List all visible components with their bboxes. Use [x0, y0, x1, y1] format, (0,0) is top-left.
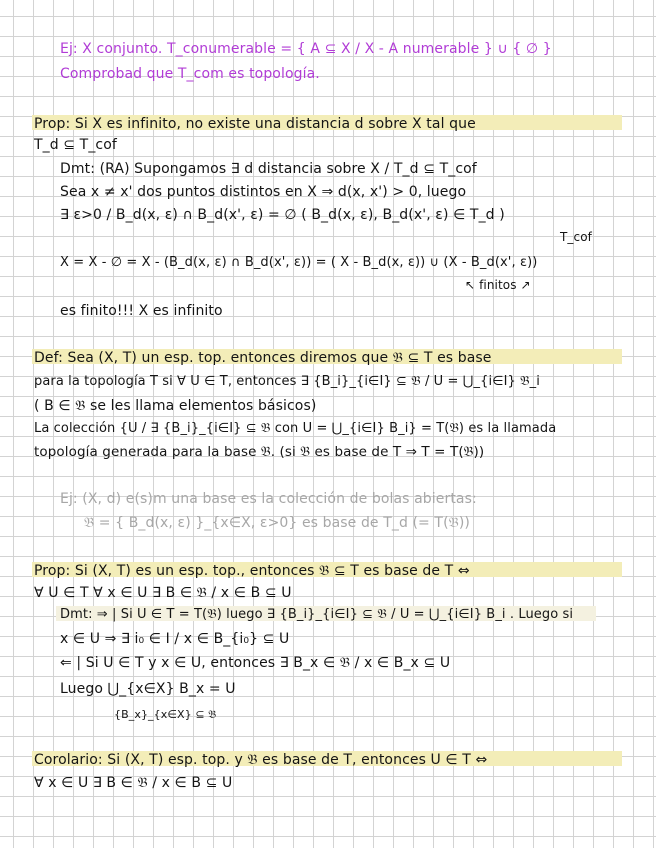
dmt2-line-3: ⇐ | Si U ∈ T y x ∈ U, entonces ∃ B_x ∈ 𝔅 / x ∈ B_x ⊆ U	[60, 655, 451, 671]
dmt1-finitos-note: ↖ finitos ↗	[465, 278, 531, 292]
dmt2-line-5: {B_x}_{x∈X} ⊆ 𝔅	[114, 708, 217, 721]
def-line-5: topología generada para la base 𝔅. (si 𝔅 es base de T ⇒ T = T(𝔅))	[34, 444, 485, 460]
dmt1-line-5: es finito!!! X es infinito	[60, 303, 223, 319]
dmt1-line-4: X = X - ∅ = X - (B_d(x, ε) ∩ B_d(x', ε)) = ( X - B_d(x, ε)) ∪ (X - B_d(x', ε))	[60, 255, 538, 270]
corolario-line-2: ∀ x ∈ U ∃ B ∈ 𝔅 / x ∈ B ⊆ U	[34, 775, 233, 791]
corolario-line-1: Corolario: Si (X, T) esp. top. y 𝔅 es base de T, entonces U ∈ T ⇔	[34, 752, 488, 768]
def-line-3: ( B ∈ 𝔅 se les llama elementos básicos)	[34, 398, 317, 414]
def-line-1: Def: Sea (X, T) un esp. top. entonces diremos que 𝔅 ⊆ T es base	[34, 350, 492, 366]
dmt2-line-2: x ∈ U ⇒ ∃ i₀ ∈ I / x ∈ B_{i₀} ⊆ U	[60, 631, 290, 647]
dmt1-line-2: Sea x ≠ x' dos puntos distintos en X ⇒ d(x, x') > 0, luego	[60, 184, 467, 200]
dmt1-tcof-label: T_cof	[560, 230, 592, 244]
def-line-2: para la topología T si ∀ U ∈ T, entonces ∃ {B_i}_{i∈I} ⊆ 𝔅 / U = ⋃_{i∈I} 𝔅_i	[34, 374, 540, 389]
prop2-line-2: ∀ U ∈ T ∀ x ∈ U ∃ B ∈ 𝔅 / x ∈ B ⊆ U	[34, 585, 292, 601]
dmt1-line-3: ∃ ε>0 / B_d(x, ε) ∩ B_d(x', ε) = ∅ ( B_d(x, ε), B_d(x', ε) ∈ T_d )	[60, 207, 505, 223]
prop1-line-1: Prop: Si X es infinito, no existe una distancia d sobre X tal que	[34, 116, 476, 132]
ex2-line-1: Ej: (X, d) e(s)m una base es la colección de bolas abiertas:	[60, 491, 477, 507]
ex2-line-2: 𝔅 = { B_d(x, ε) }_{x∈X, ε>0} es base de T_d (= T(𝔅))	[84, 515, 470, 531]
prop1-line-2: T_d ⊆ T_cof	[34, 137, 117, 153]
prop2-line-1: Prop: Si (X, T) es un esp. top., entonces 𝔅 ⊆ T es base de T ⇔	[34, 563, 470, 579]
def-line-4: La colección {U / ∃ {B_i}_{i∈I} ⊆ 𝔅 con U = ⋃_{i∈I} B_i} = T(𝔅) es la llamada	[34, 421, 557, 436]
ex1-line-1: Ej: X conjunto. T_conumerable = { A ⊆ X / X - A numerable } ∪ { ∅ }	[60, 41, 552, 57]
ex1-line-2: Comprobad que T_com es topología.	[60, 66, 320, 82]
dmt2-line-1: Dmt: ⇒ | Si U ∈ T = T(𝔅) luego ∃ {B_i}_{i∈I} ⊆ 𝔅 / U = ⋃_{i∈I} B_i . Luego si	[60, 607, 574, 622]
dmt1-line-1: Dmt: (RA) Supongamos ∃ d distancia sobre X / T_d ⊆ T_cof	[60, 161, 477, 177]
dmt2-line-4: Luego ⋃_{x∈X} B_x = U	[60, 681, 236, 697]
